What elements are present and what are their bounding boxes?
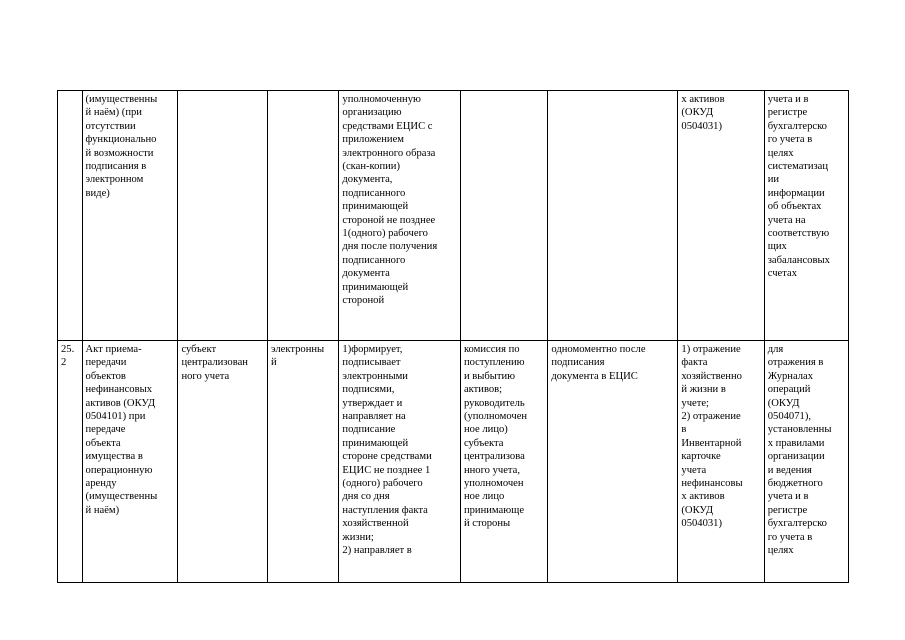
table-cell-actions: 1)формирует, подписывает электронными подписями, утверждает и направляет на подписание принимающей стороне средствами ЕЦИС не позднее 1 (одного) рабочего дня со дня наступления факта хозяйственной жизни; 2) направляет в <box>339 341 461 583</box>
table-row <box>58 91 849 341</box>
table-cell-format <box>268 91 339 341</box>
table-cell-deadline <box>548 91 678 341</box>
table-cell-responsible <box>178 91 268 341</box>
table-cell-responsible: субъект централизован ного учета <box>178 341 268 583</box>
table-cell-actions: уполномоченную организацию средствами ЕЦИС с приложением электронного образа (скан-копии) документа, подписанного принимающей стороной не позднее 1(одного) рабочего дня после получения подписанного документа принимающей стороной <box>339 91 461 341</box>
table-cell-number: 25. 2 <box>58 341 83 583</box>
table-cell-registers: для отражения в Журналах операций (ОКУД 0504071), установленны х правилами организации и ведения бюджетного учета и в регистре бухгалтерско го учета в целях <box>764 341 848 583</box>
table-cell-deadline: одномоментно после подписания документа в ЕЦИС <box>548 341 678 583</box>
document-table <box>57 90 849 583</box>
table-cell-registers: учета и в регистре бухгалтерско го учета в целях систематизац ии информации об объектах учета на соответствую щих забалансовых счетах <box>764 91 848 341</box>
table-cell-accounting: х активов (ОКУД 0504031) <box>678 91 764 341</box>
table-cell-number <box>58 91 83 341</box>
table-cell-accounting: 1) отражение факта хозяйственно й жизни в учете; 2) отражение в Инвентарной карточке учета нефинансовы х активов (ОКУД 0504031) <box>678 341 764 583</box>
table-cell-format: электронны й <box>268 341 339 583</box>
table-row <box>58 341 849 583</box>
table-cell-signers <box>460 91 547 341</box>
table-cell-document: Акт приема- передачи объектов нефинансовых активов (ОКУД 0504101) при передаче объекта имущества в операционную аренду (имущественны й наём) <box>82 341 178 583</box>
table-cell-document: (имущественны й наём) (при отсутствии функционально й возможности подписания в электронном виде) <box>82 91 178 341</box>
table-cell-signers: комиссия по поступлению и выбытию активов; руководитель (уполномочен ное лицо) субъекта централизова нного учета, уполномочен ное лицо принимающе й стороны <box>460 341 547 583</box>
